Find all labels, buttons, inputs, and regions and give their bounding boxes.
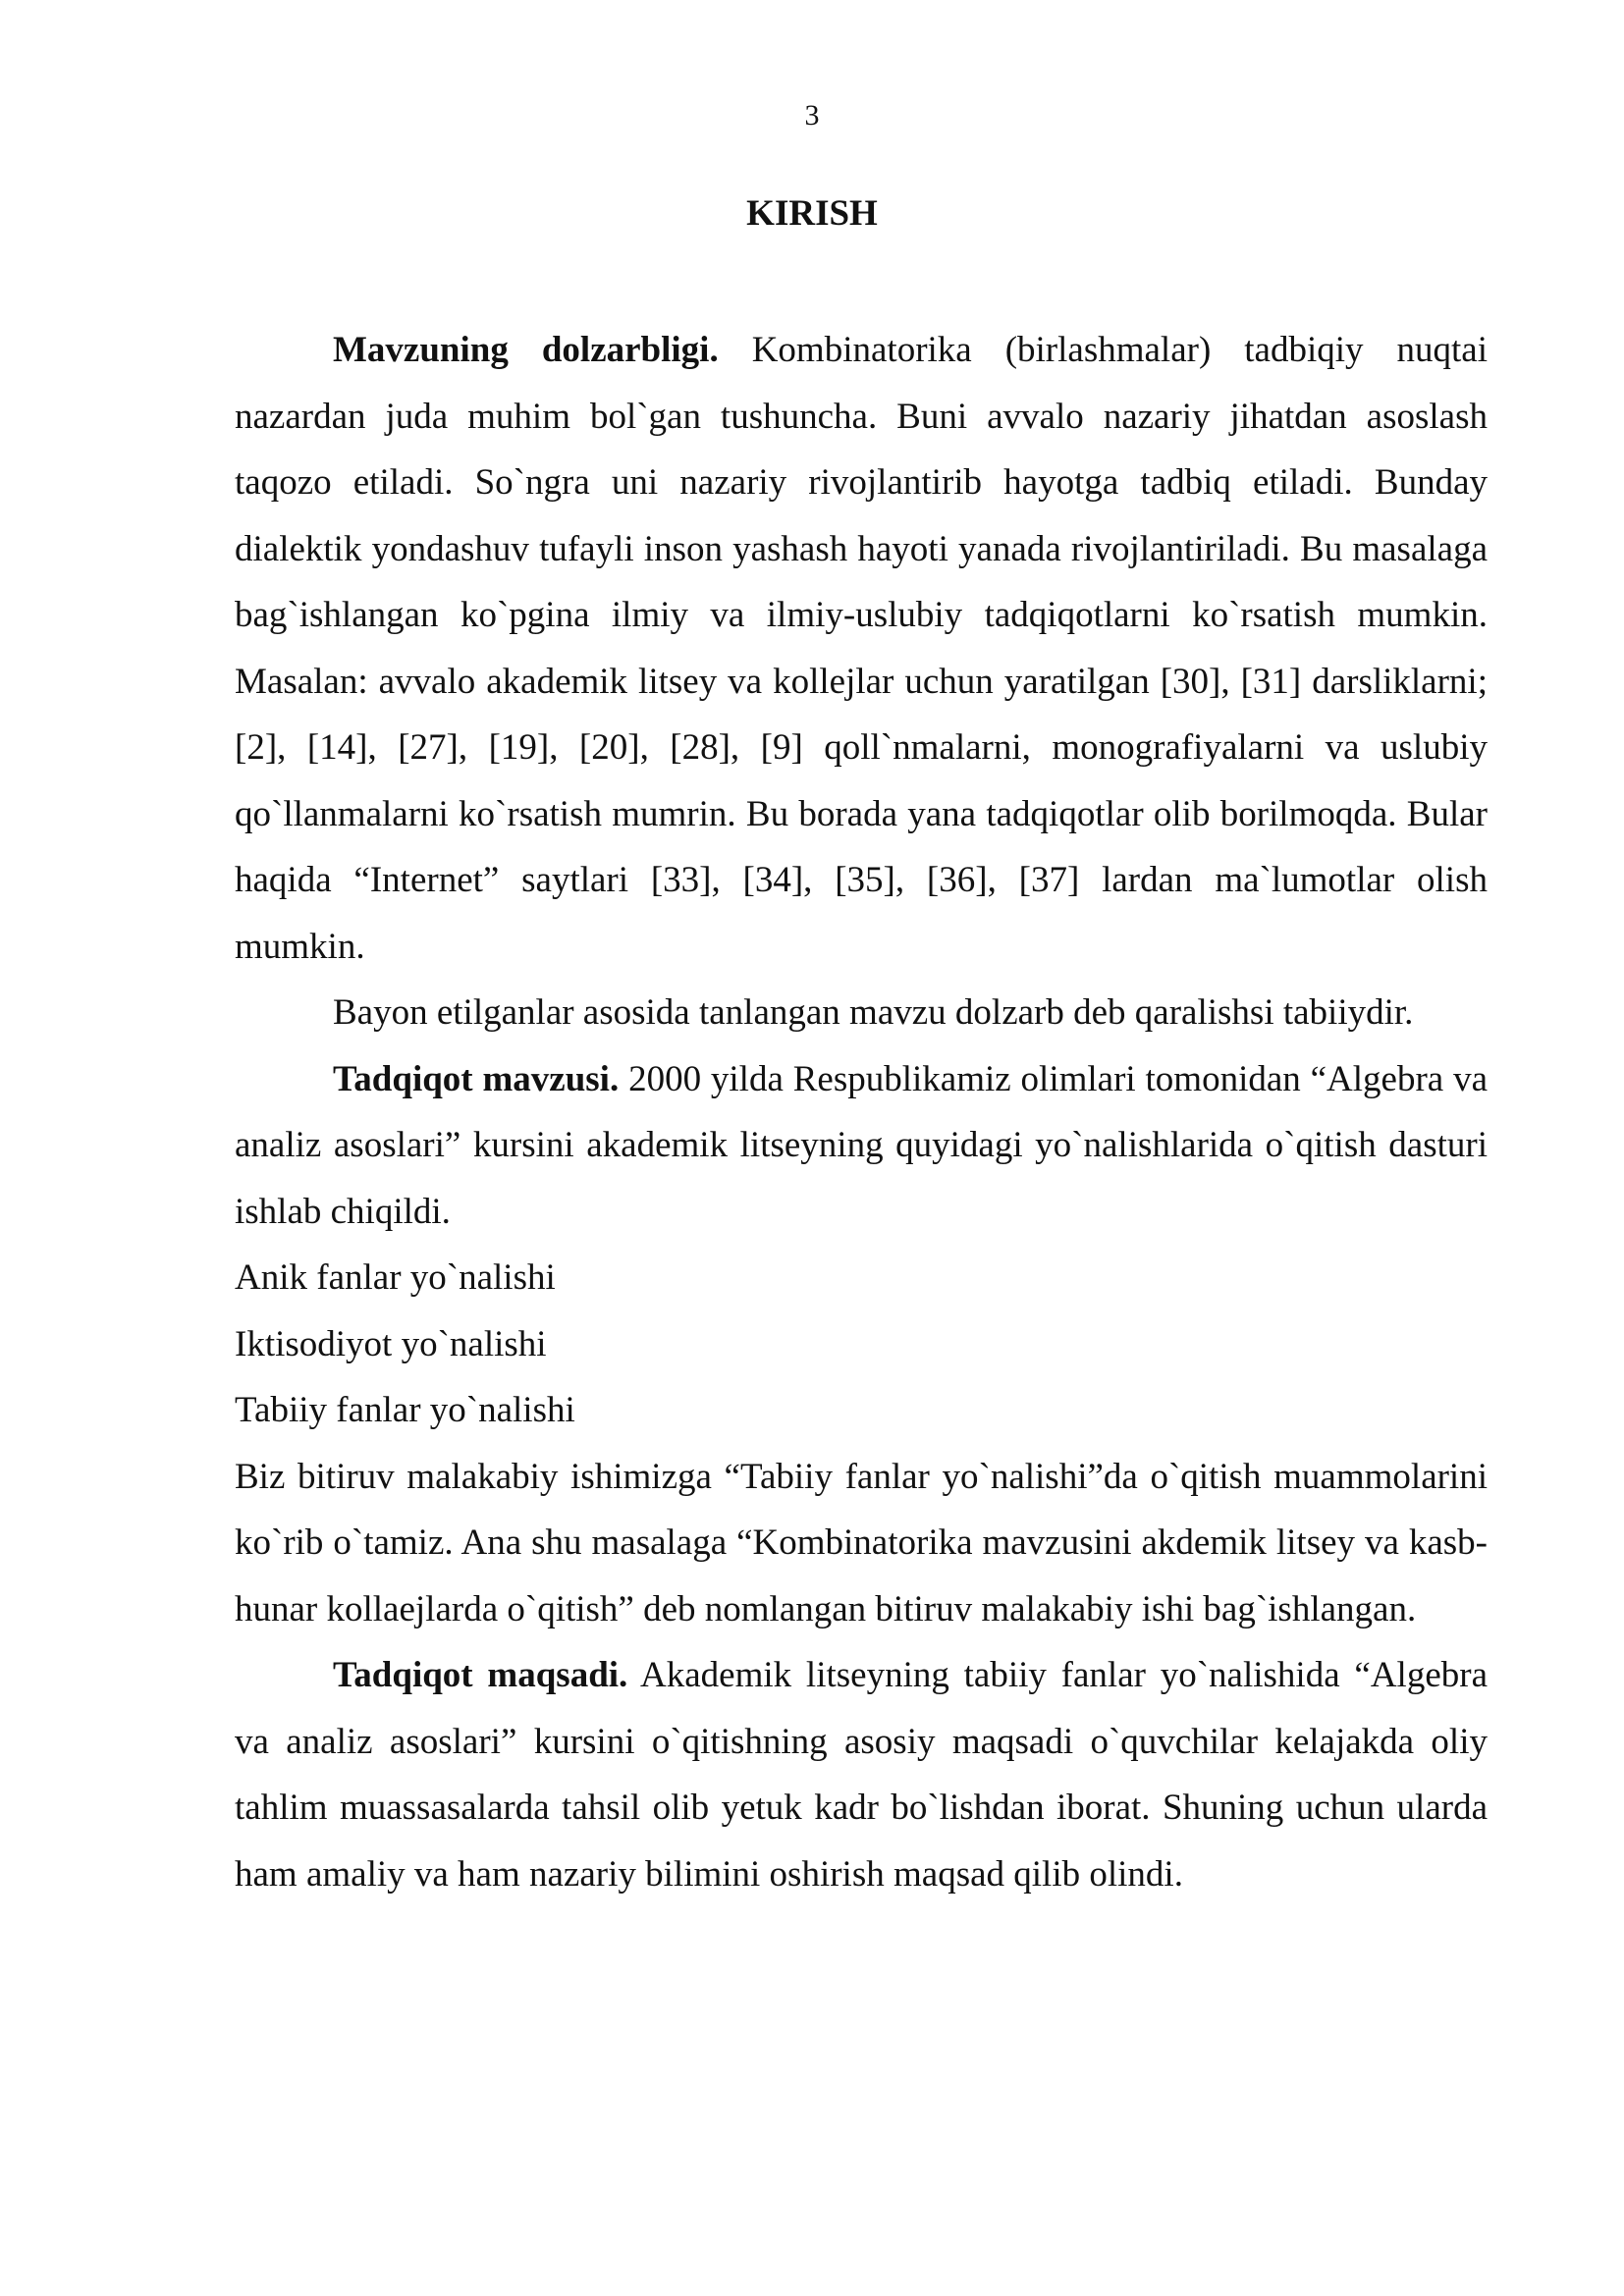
paragraph-lead: Tadqiqot maqsadi.	[333, 1655, 628, 1695]
paragraph-bayon: Bayon etilganlar asosida tanlangan mavzu dolzarb deb qaralishsi tabiiydir.	[333, 992, 1414, 1033]
list-item: Tabiiy fanlar yo`nalishi	[235, 1390, 575, 1430]
paragraph-mavzu	[235, 1046, 1488, 1246]
section-heading: KIRISH	[746, 193, 878, 234]
paragraph-biz: Biz bitiruv malakabiy ishimizga “Tabiiy fanlar yo`nalishi”da o`qitish muammolarini ko`rib o`tamiz. Ana shu masalaga “Kombinatorika mavzusini akdemik litsey va kasb-hunar kollaejlarda o`qitish” deb nomlangan bitiruv malakabiy ishi bag`ishlangan.	[235, 1456, 1488, 1629]
paragraph-text: Akademik litseyning tabiiy fanlar yo`nalishida “Algebra va analiz asoslari” kursini o`qitishning asosiy maqsadi o`quvchilar kelajakda oliy tahlim muassasalarda tahsil olib yetuk kadr bo`lishdan iborat. Shuning uchun ularda ham amaliy va ham nazariy bilimini oshirish maqsad qilib olindi.	[235, 1655, 1488, 1895]
paragraph-text: Kombinatorika (birlashmalar) tadbiqiy nuqtai nazardan juda muhim bol`gan tushuncha. Buni avvalo nazariy jihatdan asoslash taqozo etiladi. So`ngra uni nazariy rivojlantirib hayotga tadbiq etiladi. Bunday dialektik yondashuv tufayli inson yashash hayoti yanada rivojlantiriladi. Bu masalaga bag`ishlangan ko`pgina ilmiy va ilmiy-uslubiy tadqiqotlarni ko`rsatish mumkin. Masalan: avvalo akademik litsey va kollejlar uchun yaratilgan [30], [31] darsliklarni; [2], [14], [27], [19], [20], [28], [9] qoll`nmalarni, monografiyalarni va uslubiy qo`llanmalarni ko`rsatish mumrin. Bu borada yana tadqiqotlar olib borilmoqda. Bular haqida “Internet” saytlari [33], [34], [35], [36], [37] lardan ma`lumotlar olish mumkin.	[235, 330, 1488, 967]
paragraph-lead: Mavzuning dolzarbligi.	[333, 330, 719, 370]
paragraph-dolzarblik	[235, 317, 1488, 980]
list-item: Iktisodiyot yo`nalishi	[235, 1323, 547, 1364]
document-body	[235, 317, 1488, 1907]
paragraph-lead: Tadqiqot mavzusi.	[333, 1058, 620, 1099]
paragraph-text: 2000 yilda Respublikamiz olimlari tomonidan “Algebra va analiz asoslari” kursini akademik litseyning quyidagi yo`nalishlarida o`qitish dasturi ishlab chiqildi.	[235, 1058, 1488, 1232]
paragraph-maqsad	[235, 1642, 1488, 1907]
page-number: 3	[804, 99, 820, 132]
list-item: Anik fanlar yo`nalishi	[235, 1257, 556, 1298]
